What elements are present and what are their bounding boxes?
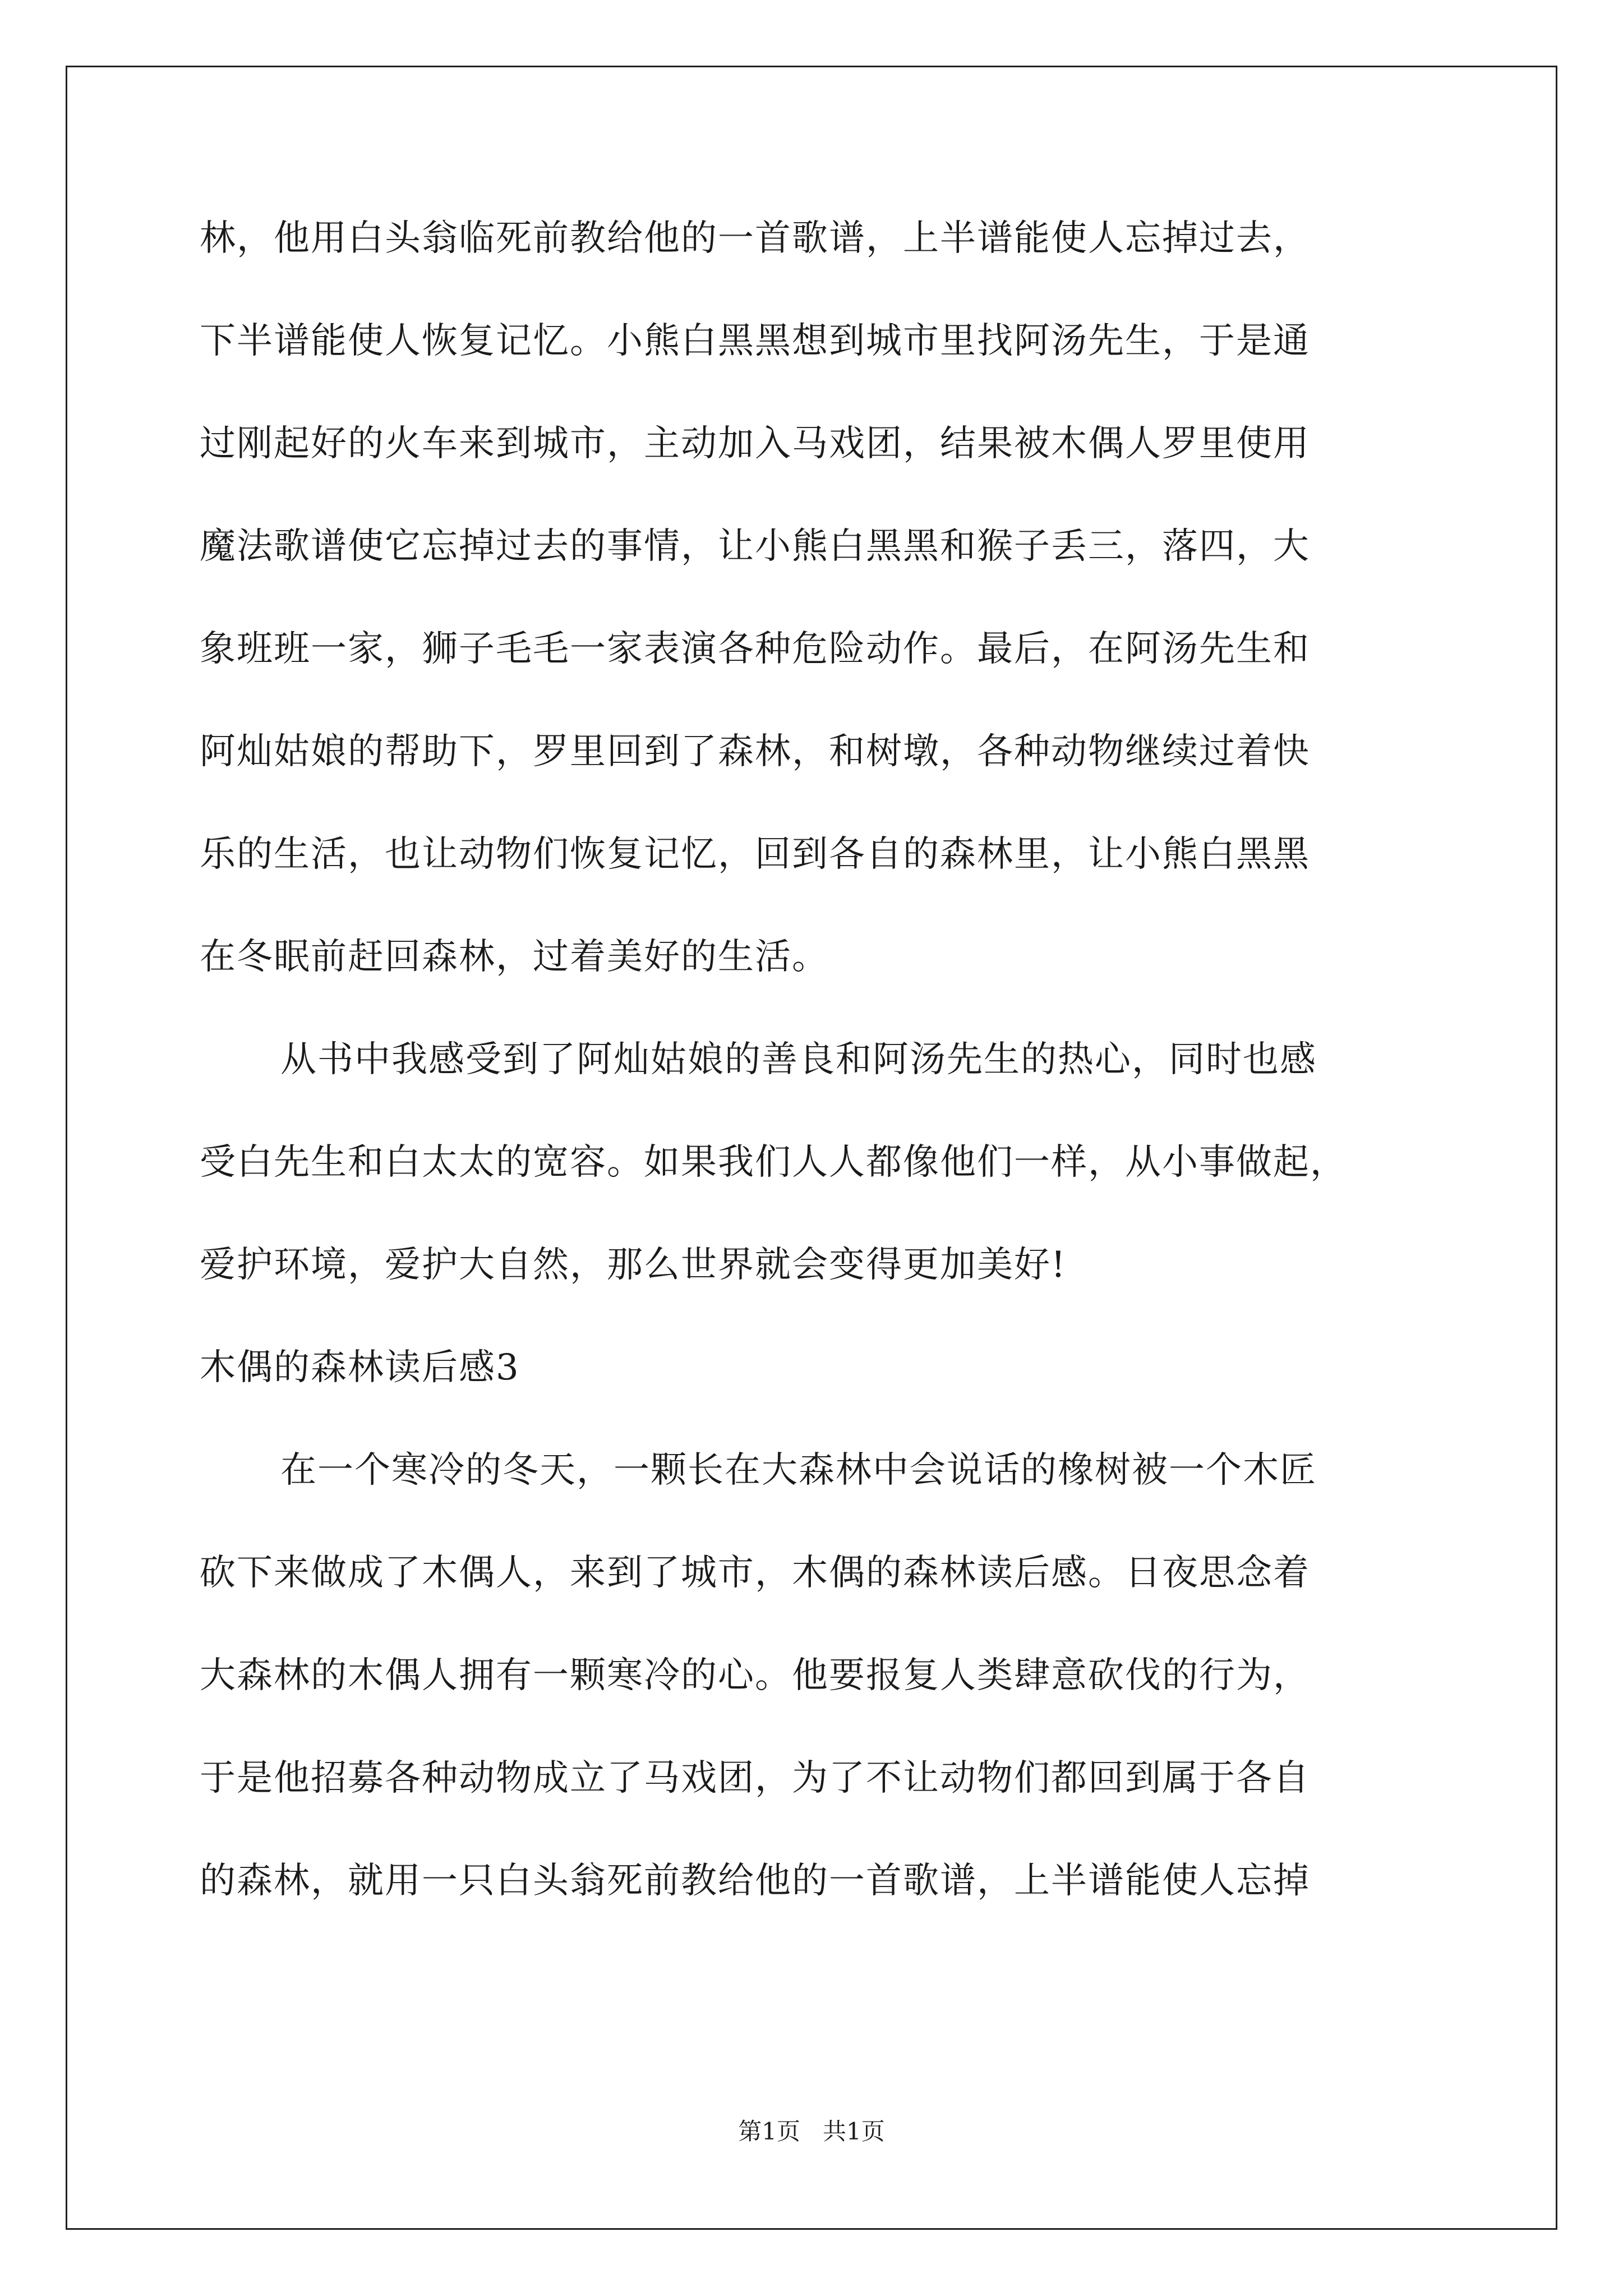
page-number-footer: 第1页 共1页 — [738, 2118, 885, 2145]
paragraph-3-line-1: 在一个寒冷的冬天，一颗长在大森林中会说话的橡树被一个木匠 — [280, 1450, 1317, 1491]
paragraph-3-line-2: 砍下来做成了木偶人，来到了城市，木偶的森林读后感。日夜思念着 — [200, 1552, 1310, 1594]
paragraph-1-line-3: 过刚起好的火车来到城市，主动加入马戏团，结果被木偶人罗里使用 — [200, 423, 1310, 464]
paragraph-2-line-1: 从书中我感受到了阿灿姑娘的善良和阿汤先生的热心，同时也感 — [280, 1039, 1317, 1080]
paragraph-1-line-7: 乐的生活，也让动物们恢复记忆，回到各自的森林里，让小熊白黑黑 — [200, 834, 1310, 875]
paragraph-3-line-5: 的森林，就用一只白头翁死前教给他的一首歌谱，上半谱能使人忘掉 — [200, 1860, 1310, 1902]
paragraph-1-line-5: 象班班一家，狮子毛毛一家表演各种危险动作。最后，在阿汤先生和 — [200, 628, 1310, 670]
paragraph-1-line-4: 魔法歌谱使它忘掉过去的事情，让小熊白黑黑和猴子丢三，落四，大 — [200, 526, 1310, 567]
paragraph-1-line-6: 阿灿姑娘的帮助下，罗里回到了森林，和树墩，各种动物继续过着快 — [200, 731, 1310, 772]
paragraph-3-line-3: 大森林的木偶人拥有一颗寒冷的心。他要报复人类肆意砍伐的行为， — [200, 1655, 1310, 1696]
paragraph-2-line-3: 爱护环境，爱护大自然，那么世界就会变得更加美好! — [200, 1244, 1067, 1286]
paragraph-1-line-8: 在冬眠前赶回森林，过着美好的生活。 — [200, 936, 829, 978]
paragraph-1-line-2: 下半谱能使人恢复记忆。小熊白黑黑想到城市里找阿汤先生，于是通 — [200, 320, 1310, 362]
paragraph-1-line-1: 林，他用白头翁临死前教给他的一首歌谱，上半谱能使人忘掉过去， — [200, 218, 1310, 259]
section-heading: 木偶的森林读后感3 — [200, 1347, 520, 1388]
paragraph-2-line-2: 受白先生和白太太的宽容。如果我们人人都像他们一样，从小事做起， — [200, 1142, 1347, 1183]
paragraph-3-line-4: 于是他招募各种动物成立了马戏团，为了不让动物们都回到属于各自 — [200, 1757, 1310, 1799]
